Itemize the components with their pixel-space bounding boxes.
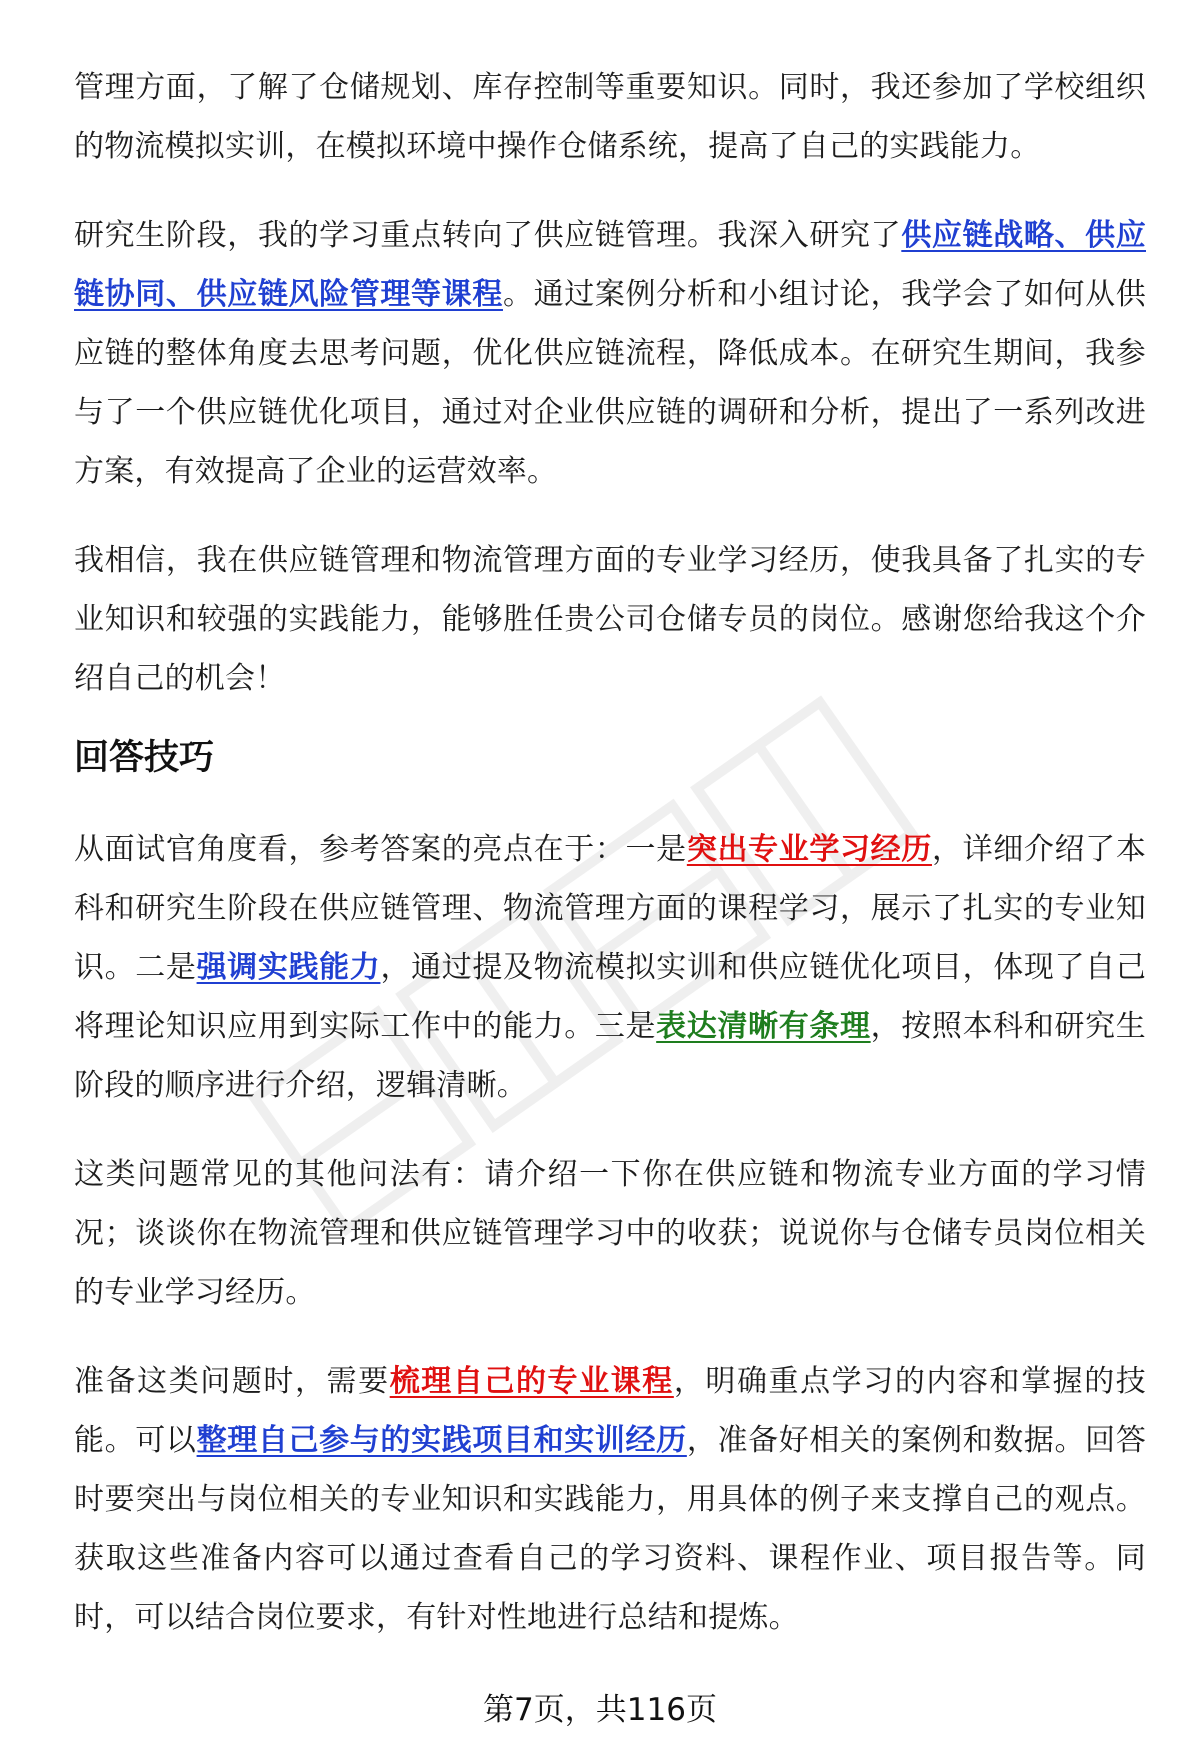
highlight-blue: 强调实践能力 [196,950,381,985]
body-paragraph-2 [74,206,1146,501]
text-run: ，明确重点学习的内容和掌握的技能。可以 [74,1364,1146,1458]
text-run: 我相信，我在供应链管理和物流管理方面的专业学习经历，使我具备了扎实的专业知识和较强的实践能力，能够胜任贵公司仓储专员的岗位。感谢您给我这个介绍自己的机会！ [74,543,1146,696]
body-paragraphs [74,58,1146,708]
highlight-green: 表达清晰有条理 [656,1009,871,1044]
paragraph-gap [74,1322,1146,1352]
text-run: 准备这类问题时，需要 [74,1364,390,1399]
highlight-red: 突出专业学习经历 [686,832,932,867]
paragraph-gap [74,1115,1146,1145]
highlight-red: 梳理自己的专业课程 [389,1364,674,1399]
highlight-blue: 整理自己参与的实践项目和实训经历 [196,1423,687,1458]
paragraph-gap [74,176,1146,206]
text-run: ，详细介绍了本科和研究生阶段在供应链管理、物流管理方面的课程学习，展示了扎实的专业知识。二是 [74,832,1147,985]
document-page [74,58,1146,1647]
text-run: ，通过提及物流模拟实训和供应链优化项目，体现了自己将理论知识应用到实际工作中的能力。三是 [74,950,1147,1044]
text-run: 从面试官角度看，参考答案的亮点在于：一是 [74,832,687,867]
text-run: 这类问题常见的其他问法有：请介绍一下你在供应链和物流专业方面的学习情况；谈谈你在物流管理和供应链管理学习中的收获；说说你与仓储专员岗位相关的专业学习经历。 [74,1157,1146,1310]
body-paragraph-3 [74,531,1146,708]
page-footer: 第7页，共116页 [483,1692,717,1728]
text-run: 。通过案例分析和小组讨论，我学会了如何从供应链的整体角度去思考问题，优化供应链流程，降低成本。在研究生期间，我参与了一个供应链优化项目，通过对企业供应链的调研和分析，提出了一系列改进方案，有效提高了企业的运营效率。 [74,277,1146,489]
section-heading: 回答技巧 [74,738,215,778]
body-paragraph-1 [74,58,1146,176]
text-run: 管理方面，了解了仓储规划、库存控制等重要知识。同时，我还参加了学校组织的物流模拟实训，在模拟环境中操作仓储系统，提高了自己的实践能力。 [74,70,1146,164]
tip-paragraph-3 [74,1352,1146,1647]
paragraph-gap [74,501,1146,531]
tip-paragraph-1 [74,820,1146,1115]
text-run: 研究生阶段，我的学习重点转向了供应链管理。我深入研究了 [74,218,902,253]
text-run: ，准备好相关的案例和数据。回答时要突出与岗位相关的专业知识和实践能力，用具体的例子来支撑自己的观点。获取这些准备内容可以通过查看自己的学习资料、课程作业、项目报告等。同时，可以结合岗位要求，有针对性地进行总结和提炼。 [74,1423,1147,1635]
highlight-blue: 供应链战略、供应链协同、供应链风险管理等课程 [74,218,1146,312]
tips-paragraphs [74,820,1146,1647]
tip-paragraph-2 [74,1145,1146,1322]
text-run: ，按照本科和研究生阶段的顺序进行介绍，逻辑清晰。 [74,1009,1146,1103]
